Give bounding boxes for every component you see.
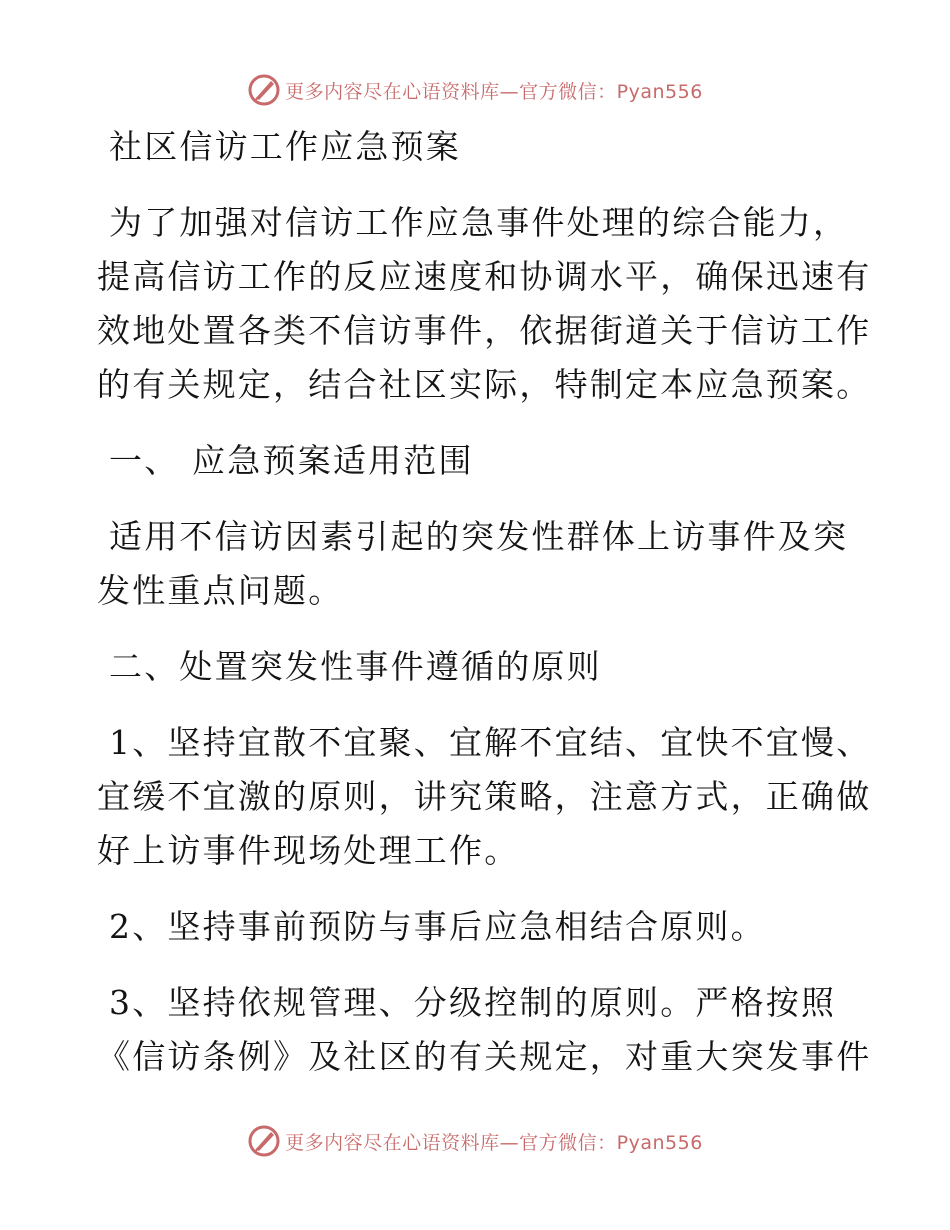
watermark-text: 更多内容尽在心语资料库—官方微信：Pyan556	[285, 80, 703, 103]
document-title: 社区信访工作应急预案	[109, 127, 461, 166]
section1-heading: 一、 应急预案适用范围	[109, 441, 474, 480]
quill-pen-circle-icon	[247, 73, 281, 107]
document-body	[97, 120, 872, 1084]
item3-line: 3、坚持依规管理、分级控制的原则。严格按照	[109, 983, 837, 1022]
section2-heading: 二、处置突发性事件遵循的原则	[109, 647, 602, 686]
item1-line: 1、坚持宜散不宜聚、宜解不宜结、宜快不宜慢、	[109, 723, 872, 762]
intro-line: 为了加强对信访工作应急事件处理的综合能力，	[109, 203, 849, 242]
section1-paragraph	[97, 510, 857, 618]
item3-line: 《信访条例》及社区的有关规定，对重大突发事件	[97, 1037, 872, 1076]
intro-paragraph	[97, 196, 872, 412]
item2-line: 2、坚持事前预防与事后应急相结合原则。	[109, 907, 766, 946]
item1-paragraph	[97, 716, 872, 878]
item1-line: 宜缓不宜激的原则，讲究策略，注意方式，正确做	[97, 777, 872, 816]
header-watermark	[0, 70, 950, 110]
item2-paragraph	[97, 900, 857, 954]
intro-line: 效地处置各类不信访事件，依据街道关于信访工作	[97, 311, 872, 350]
intro-line: 提高信访工作的反应速度和协调水平，确保迅速有	[97, 257, 872, 296]
watermark-text: 更多内容尽在心语资料库—官方微信：Pyan556	[285, 1131, 703, 1154]
quill-pen-circle-icon	[247, 1124, 281, 1158]
footer-watermark	[0, 1121, 950, 1161]
item1-line: 好上访事件现场处理工作。	[97, 831, 520, 870]
section1-line: 适用不信访因素引起的突发性群体上访事件及突	[109, 517, 849, 556]
item3-paragraph	[97, 976, 872, 1084]
intro-line: 的有关规定，结合社区实际，特制定本应急预案。	[97, 365, 872, 404]
section1-line: 发性重点问题。	[97, 571, 344, 610]
